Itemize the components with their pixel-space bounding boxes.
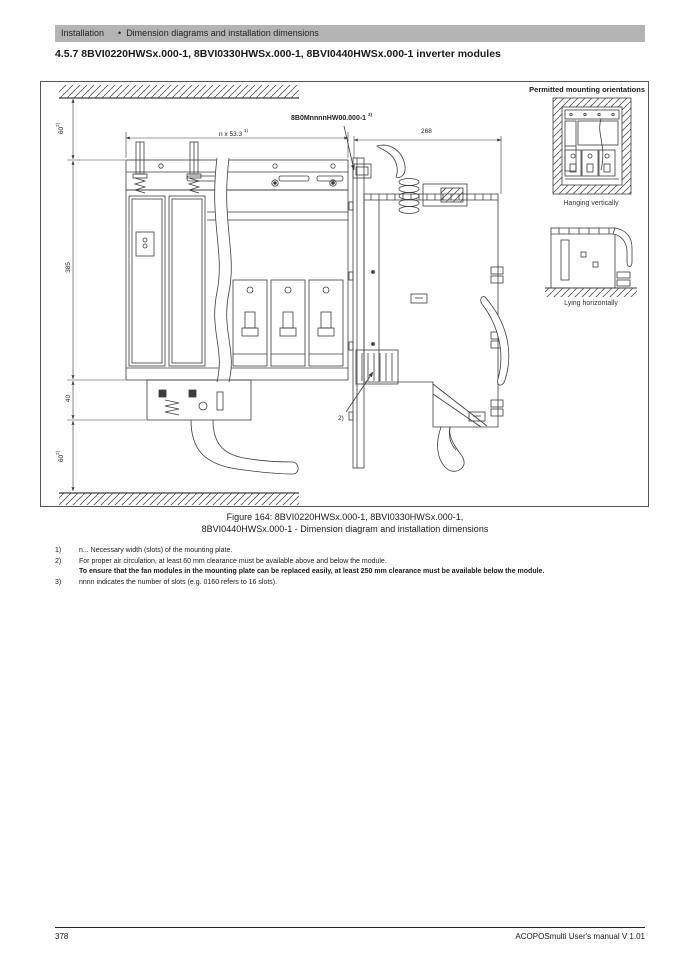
dim-width: n x 53.3 $^{1)}$ bbox=[219, 128, 248, 138]
footnote-3 bbox=[55, 578, 655, 589]
dim-depth: 268 bbox=[421, 128, 432, 135]
orientations-title: Permitted mounting orientations bbox=[529, 85, 645, 94]
footnote-1-num: 1) bbox=[55, 547, 62, 554]
footnote-2 bbox=[55, 557, 655, 578]
side-view-drawing bbox=[344, 126, 509, 471]
figure-caption bbox=[40, 512, 650, 535]
manual-title: ACOPOSmulti User's manual V 1.01 bbox=[515, 932, 645, 941]
page-footer bbox=[55, 932, 645, 941]
front-view-dimensions bbox=[64, 99, 348, 491]
footnote-1 bbox=[55, 546, 655, 557]
breadcrumb-separator: • bbox=[118, 28, 122, 38]
footnote-2-text: For proper air circulation, at least 60 mm clearance must be available above and below the module. bbox=[79, 557, 387, 565]
footnote-3-num: 3) bbox=[55, 578, 62, 586]
hanging-caption: Hanging vertically bbox=[563, 200, 619, 207]
dimension-figure bbox=[40, 81, 649, 507]
page-header bbox=[55, 25, 645, 42]
front-view-drawing bbox=[126, 142, 348, 474]
footnotes bbox=[55, 546, 655, 588]
breadcrumb-subsection: Dimension diagrams and installation dimensions bbox=[126, 28, 319, 38]
page-number: 378 bbox=[55, 932, 69, 941]
lying-horizontally-drawing bbox=[545, 228, 637, 297]
footer-rule bbox=[55, 927, 645, 928]
section-title: 4.5.7 8BVI0220HWSx.000-1, 8BVI0330HWSx.000-1, 8BVI0440HWSx.000-1 inverter modules bbox=[55, 48, 501, 60]
floor-hatch bbox=[59, 493, 299, 505]
footnote-3-text: nnnn indicates the number of slots (e.g. 0160 refers to 16 slots). bbox=[79, 578, 278, 586]
footnote-2-num: 2) bbox=[55, 557, 62, 565]
dim-fan-depth: 40 bbox=[65, 394, 73, 403]
breadcrumb-section: Installation bbox=[61, 28, 105, 38]
footnote-2-text-bold: To ensure that the fan modules in the mounting plate can be replaced easily, at least 250 mm clearance must be available below the module. bbox=[79, 568, 545, 575]
footnote-1-text: n... Necessary width (slots) of the mounting plate. bbox=[79, 547, 233, 554]
figure-caption-line1: Figure 164: 8BVI0220HWSx.000-1, 8BVI0330HWSx.000-1, bbox=[226, 512, 464, 522]
break-gap bbox=[215, 158, 232, 382]
ceiling-hatch bbox=[59, 85, 299, 98]
lying-caption: Lying horizontally bbox=[564, 300, 618, 307]
dimension-diagram-svg bbox=[41, 82, 650, 508]
dim-height: 385 bbox=[64, 262, 72, 273]
fan-footnote-ref: 2) bbox=[338, 415, 344, 422]
hanging-vertically-drawing bbox=[553, 98, 631, 194]
dim-top-clearance: 60$^{2)}$ bbox=[55, 122, 66, 135]
figure-caption-line2: 8BVI0440HWSx.000-1 - Dimension diagram and installation dimensions bbox=[201, 523, 489, 534]
dim-bottom-clearance: 60$^{2)}$ bbox=[55, 450, 66, 463]
mounting-plate-label: 8B0MnnnnHW00.000-1 $^{3)}$ bbox=[291, 112, 373, 122]
